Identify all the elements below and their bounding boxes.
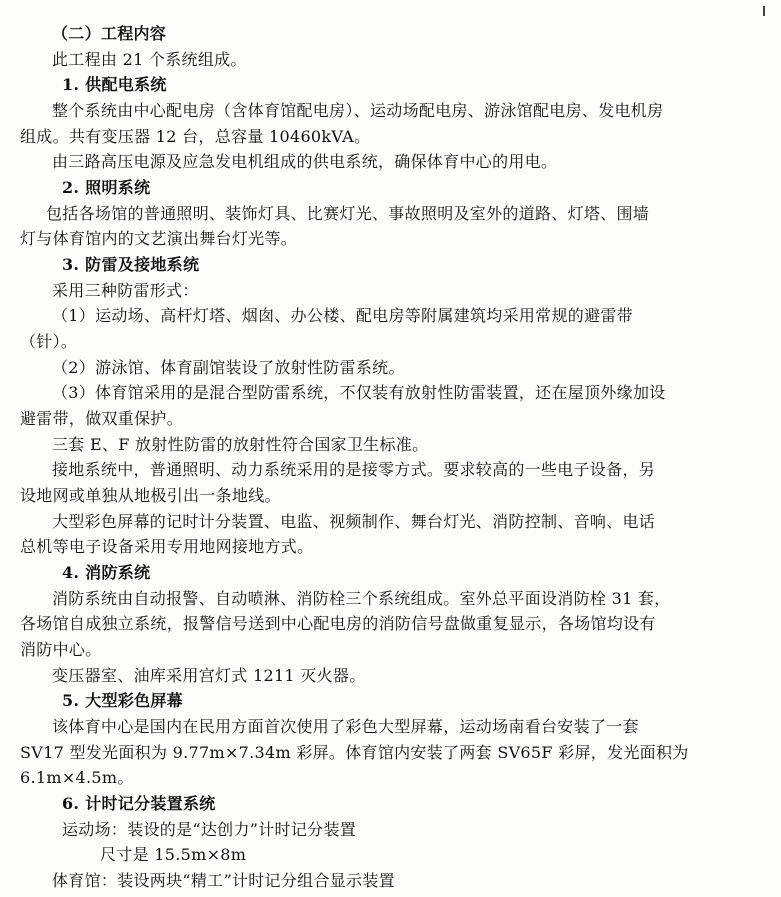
text-line: 由三路高压电源及应急发电机组成的供电系统，确保体育中心的用电。 (52, 152, 558, 171)
text-line: 避雷带，做双重保护。 (20, 409, 184, 428)
text-line: 消防系统由自动报警、自动喷淋、消防栓三个系统组成。室外总平面设消防栓 31 套， (52, 589, 671, 608)
text-line: 此工程由 21 个系统组成。 (52, 50, 247, 69)
text-line: 灯与体育馆内的文艺演出舞台灯光等。 (20, 229, 298, 248)
text-line: （3）体育馆采用的是混合型防雷系统，不仅装有放射性防雷装置，还在屋顶外缘加设 (52, 383, 666, 402)
text-line: SV17 型发光面积为 9.77m×7.34m 彩屏。体育馆内安装了两套 SV65F 彩屏，发光面积为 (20, 743, 689, 762)
text-line: 尺寸是 15.5m×8m (100, 845, 247, 864)
text-line: 采用三种防雷形式： (52, 281, 199, 300)
text-line: 变压器室、油库采用宫灯式 1211 灭火器。 (52, 666, 366, 685)
subsection-heading: 2. 照明系统 (62, 178, 151, 197)
text-line: 接地系统中，普通照明、动力系统采用的是接零方式。要求较高的一些电子设备，另 (52, 460, 656, 479)
text-line: （2）游泳馆、体育副馆装设了放射性防雷系统。 (52, 358, 405, 377)
text-line: 6.1m×4.5m。 (20, 768, 134, 787)
subsection-heading: 6. 计时记分装置系统 (62, 794, 216, 813)
text-line: 该体育中心是国内在民用方面首次使用了彩色大型屏幕，运动场南看台安装了一套 (52, 717, 639, 736)
text-line: 总机等电子设备采用专用地网接地方式。 (20, 537, 314, 556)
scan-artifact (763, 6, 765, 16)
subsection-heading: 3. 防雷及接地系统 (62, 255, 200, 274)
section-title: （二）工程内容 (52, 24, 167, 43)
text-line: 体育馆：装设两块“精工”计时记分组合显示装置 (52, 871, 395, 890)
text-line: （针）。 (20, 332, 78, 351)
text-line: （1）运动场、高杆灯塔、烟囱、办公楼、配电房等附属建筑均采用常规的避雷带 (52, 306, 633, 325)
subsection-heading: 1. 供配电系统 (62, 75, 167, 94)
text-line: 设地网或单独从地极引出一条地线。 (20, 486, 281, 505)
text-line: 组成。共有变压器 12 台，总容量 10460kVA。 (20, 127, 371, 146)
subsection-heading: 4. 消防系统 (62, 563, 151, 582)
subsection-heading: 5. 大型彩色屏幕 (62, 691, 183, 710)
text-line: 各场馆自成独立系统，报警信号送到中心配电房的消防信号盘做重复显示，各场馆均设有 (20, 614, 656, 633)
text-line: 消防中心。 (20, 640, 102, 659)
text-line: 大型彩色屏幕的记时计分装置、电监、视频制作、舞台灯光、消防控制、音响、电话 (52, 512, 656, 531)
text-line: 三套 E、F 放射性防雷的放射性符合国家卫生标准。 (52, 435, 429, 454)
text-line: 运动场：装设的是“达创力”计时记分装置 (62, 820, 357, 839)
text-line: 包括各场馆的普通照明、装饰灯具、比赛灯光、事故照明及室外的道路、灯塔、围墙 (46, 204, 650, 223)
text-line: 整个系统由中心配电房（含体育馆配电房）、运动场配电房、游泳馆配电房、发电机房 (52, 101, 664, 120)
